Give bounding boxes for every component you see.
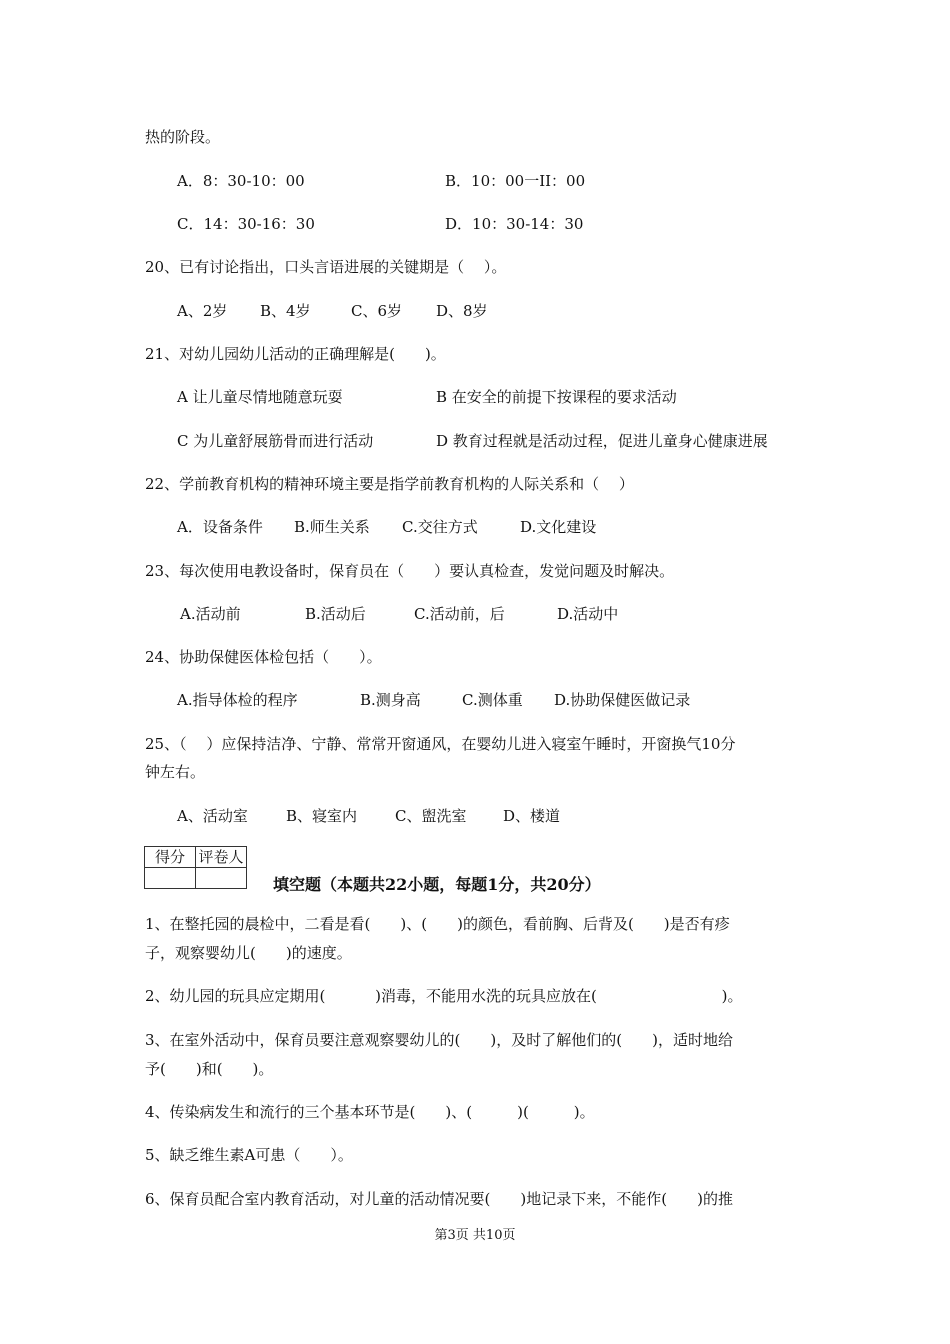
section-title: 填空题（本题共22小题，每题1分，共20分） [273, 875, 601, 894]
question-22: 22、学前教育机构的精神环境主要是指学前教育机构的人际关系和（ ） [145, 475, 634, 493]
question-24: 24、协助保健医体检包括（ ）。 [145, 648, 382, 666]
option: B 在安全的前提下按课程的要求活动 [436, 388, 677, 406]
text-line: 钟左右。 [145, 763, 206, 781]
grader-cell [196, 868, 247, 889]
question-25: 25、（ ）应保持洁净、宁静、常常开窗通风，在婴幼儿进入寝室午睡时，开窗换气10分 [145, 735, 736, 753]
text-line: 子，观察婴幼儿( )的速度。 [145, 944, 352, 962]
option: D．10：30-14：30 [445, 215, 584, 233]
option: B、4岁 [260, 302, 311, 320]
option: B、寝室内 [286, 807, 358, 825]
option: A 让儿童尽情地随意玩耍 [177, 388, 343, 406]
option: C．14：30-16：30 [177, 215, 315, 233]
option: D.文化建设 [520, 518, 597, 536]
option: B.测身高 [360, 691, 421, 709]
score-cell [145, 868, 196, 889]
option: C、6岁 [351, 302, 403, 320]
question-20: 20、已有讨论指出，口头言语进展的关键期是（ ）。 [145, 258, 507, 276]
page-footer: 第3页 共10页 [434, 1228, 516, 1243]
fill-question-3: 3、在室外活动中，保育员要注意观察婴幼儿的( )，及时了解他们的( )，适时地给 [145, 1031, 733, 1049]
question-23: 23、每次使用电教设备时，保育员在（ ）要认真检查，发觉问题及时解决。 [145, 562, 675, 580]
fill-question-5: 5、缺乏维生素A可患（ ）。 [145, 1146, 353, 1164]
text-line: 热的阶段。 [145, 128, 221, 146]
text-line: 予( )和( )。 [145, 1060, 274, 1078]
option: B.师生关系 [294, 518, 370, 536]
option: D.活动中 [557, 605, 619, 623]
option: B．10：00一II：00 [445, 172, 586, 190]
grader-label: 评卷人 [196, 847, 247, 868]
fill-question-1: 1、在整托园的晨检中，二看是看( )、( )的颜色，看前胸、后背及( )是否有疹 [145, 915, 730, 933]
option: C.测体重 [462, 691, 523, 709]
score-table [144, 846, 247, 889]
option: A.活动前 [180, 605, 241, 623]
option: D 教育过程就是活动过程，促进儿童身心健康进展 [436, 432, 768, 450]
option: C 为儿童舒展筋骨而进行活动 [177, 432, 374, 450]
option: A．设备条件 [177, 518, 263, 536]
option: D、8岁 [436, 302, 488, 320]
option: C、盥洗室 [395, 807, 467, 825]
fill-question-6: 6、保育员配合室内教育活动，对儿童的活动情况要( )地记录下来，不能作( )的推 [145, 1190, 733, 1208]
option: C.交往方式 [402, 518, 478, 536]
score-label: 得分 [145, 847, 196, 868]
question-21: 21、对幼儿园幼儿活动的正确理解是( )。 [145, 345, 446, 363]
option: A、活动室 [177, 807, 248, 825]
fill-question-2: 2、幼儿园的玩具应定期用( )消毒，不能用水洗的玩具应放在( )。 [145, 987, 743, 1005]
option: A.指导体检的程序 [177, 691, 298, 709]
option: B.活动后 [305, 605, 366, 623]
option: A、2岁 [177, 302, 228, 320]
fill-question-4: 4、传染病发生和流行的三个基本环节是( )、( )( )。 [145, 1103, 595, 1121]
option: A．8：30-10：00 [177, 172, 305, 190]
option: D.协助保健医做记录 [554, 691, 691, 709]
option: D、楼道 [503, 807, 561, 825]
option: C.活动前，后 [414, 605, 505, 623]
